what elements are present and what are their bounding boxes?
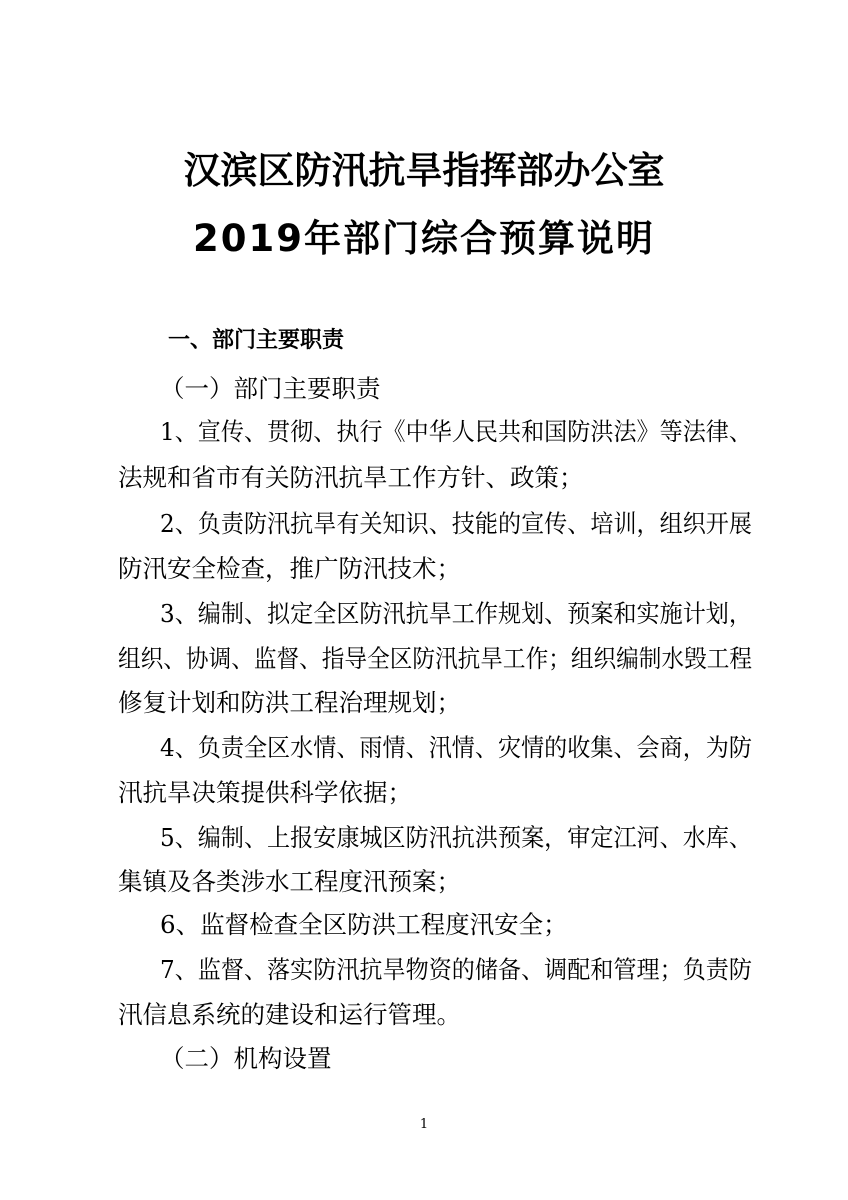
paragraph-line: 组织、协调、监督、指导全区防汛抗旱工作；组织编制水毁工程 xyxy=(118,644,752,673)
paragraph-line: 防汛安全检查，推广防汛技术； xyxy=(118,554,461,583)
paragraph-line: 汛抗旱决策提供科学依据； xyxy=(118,778,412,807)
document-title-line-1: 汉滨区防汛抗旱指挥部办公室 xyxy=(183,149,665,192)
paragraph-line: 6、监督检查全区防洪工程度汛安全； xyxy=(160,910,568,939)
paragraph-line: 法规和省市有关防汛抗旱工作方针、政策； xyxy=(118,463,584,492)
paragraph-line: 3、编制、拟定全区防汛抗旱工作规划、预案和实施计划， xyxy=(160,599,752,628)
paragraph-line: 集镇及各类涉水工程度汛预案； xyxy=(118,867,461,896)
page-number: 1 xyxy=(419,1117,429,1132)
paragraph-line: 汛信息系统的建设和运行管理。 xyxy=(118,1000,461,1029)
subsection-heading: （二）机构设置 xyxy=(160,1044,332,1073)
paragraph-line: 修复计划和防洪工程治理规划； xyxy=(118,688,461,717)
paragraph-line: 5、编制、上报安康城区防汛抗洪预案，审定江河、水库、 xyxy=(160,823,752,852)
subsection-heading: （一）部门主要职责 xyxy=(160,374,381,403)
paragraph-line: 7、监督、落实防汛抗旱物资的储备、调配和管理；负责防 xyxy=(160,955,752,984)
document-title-line-2: 2019年部门综合预算说明 xyxy=(193,217,655,260)
section-heading: 一、部门主要职责 xyxy=(168,328,345,353)
paragraph-line: 2、负责防汛抗旱有关知识、技能的宣传、培训，组织开展 xyxy=(160,509,752,538)
paragraph-line: 4、负责全区水情、雨情、汛情、灾情的收集、会商，为防 xyxy=(160,733,752,762)
paragraph-line: 1、宣传、贯彻、执行《中华人民共和国防洪法》等法律、 xyxy=(160,417,752,446)
